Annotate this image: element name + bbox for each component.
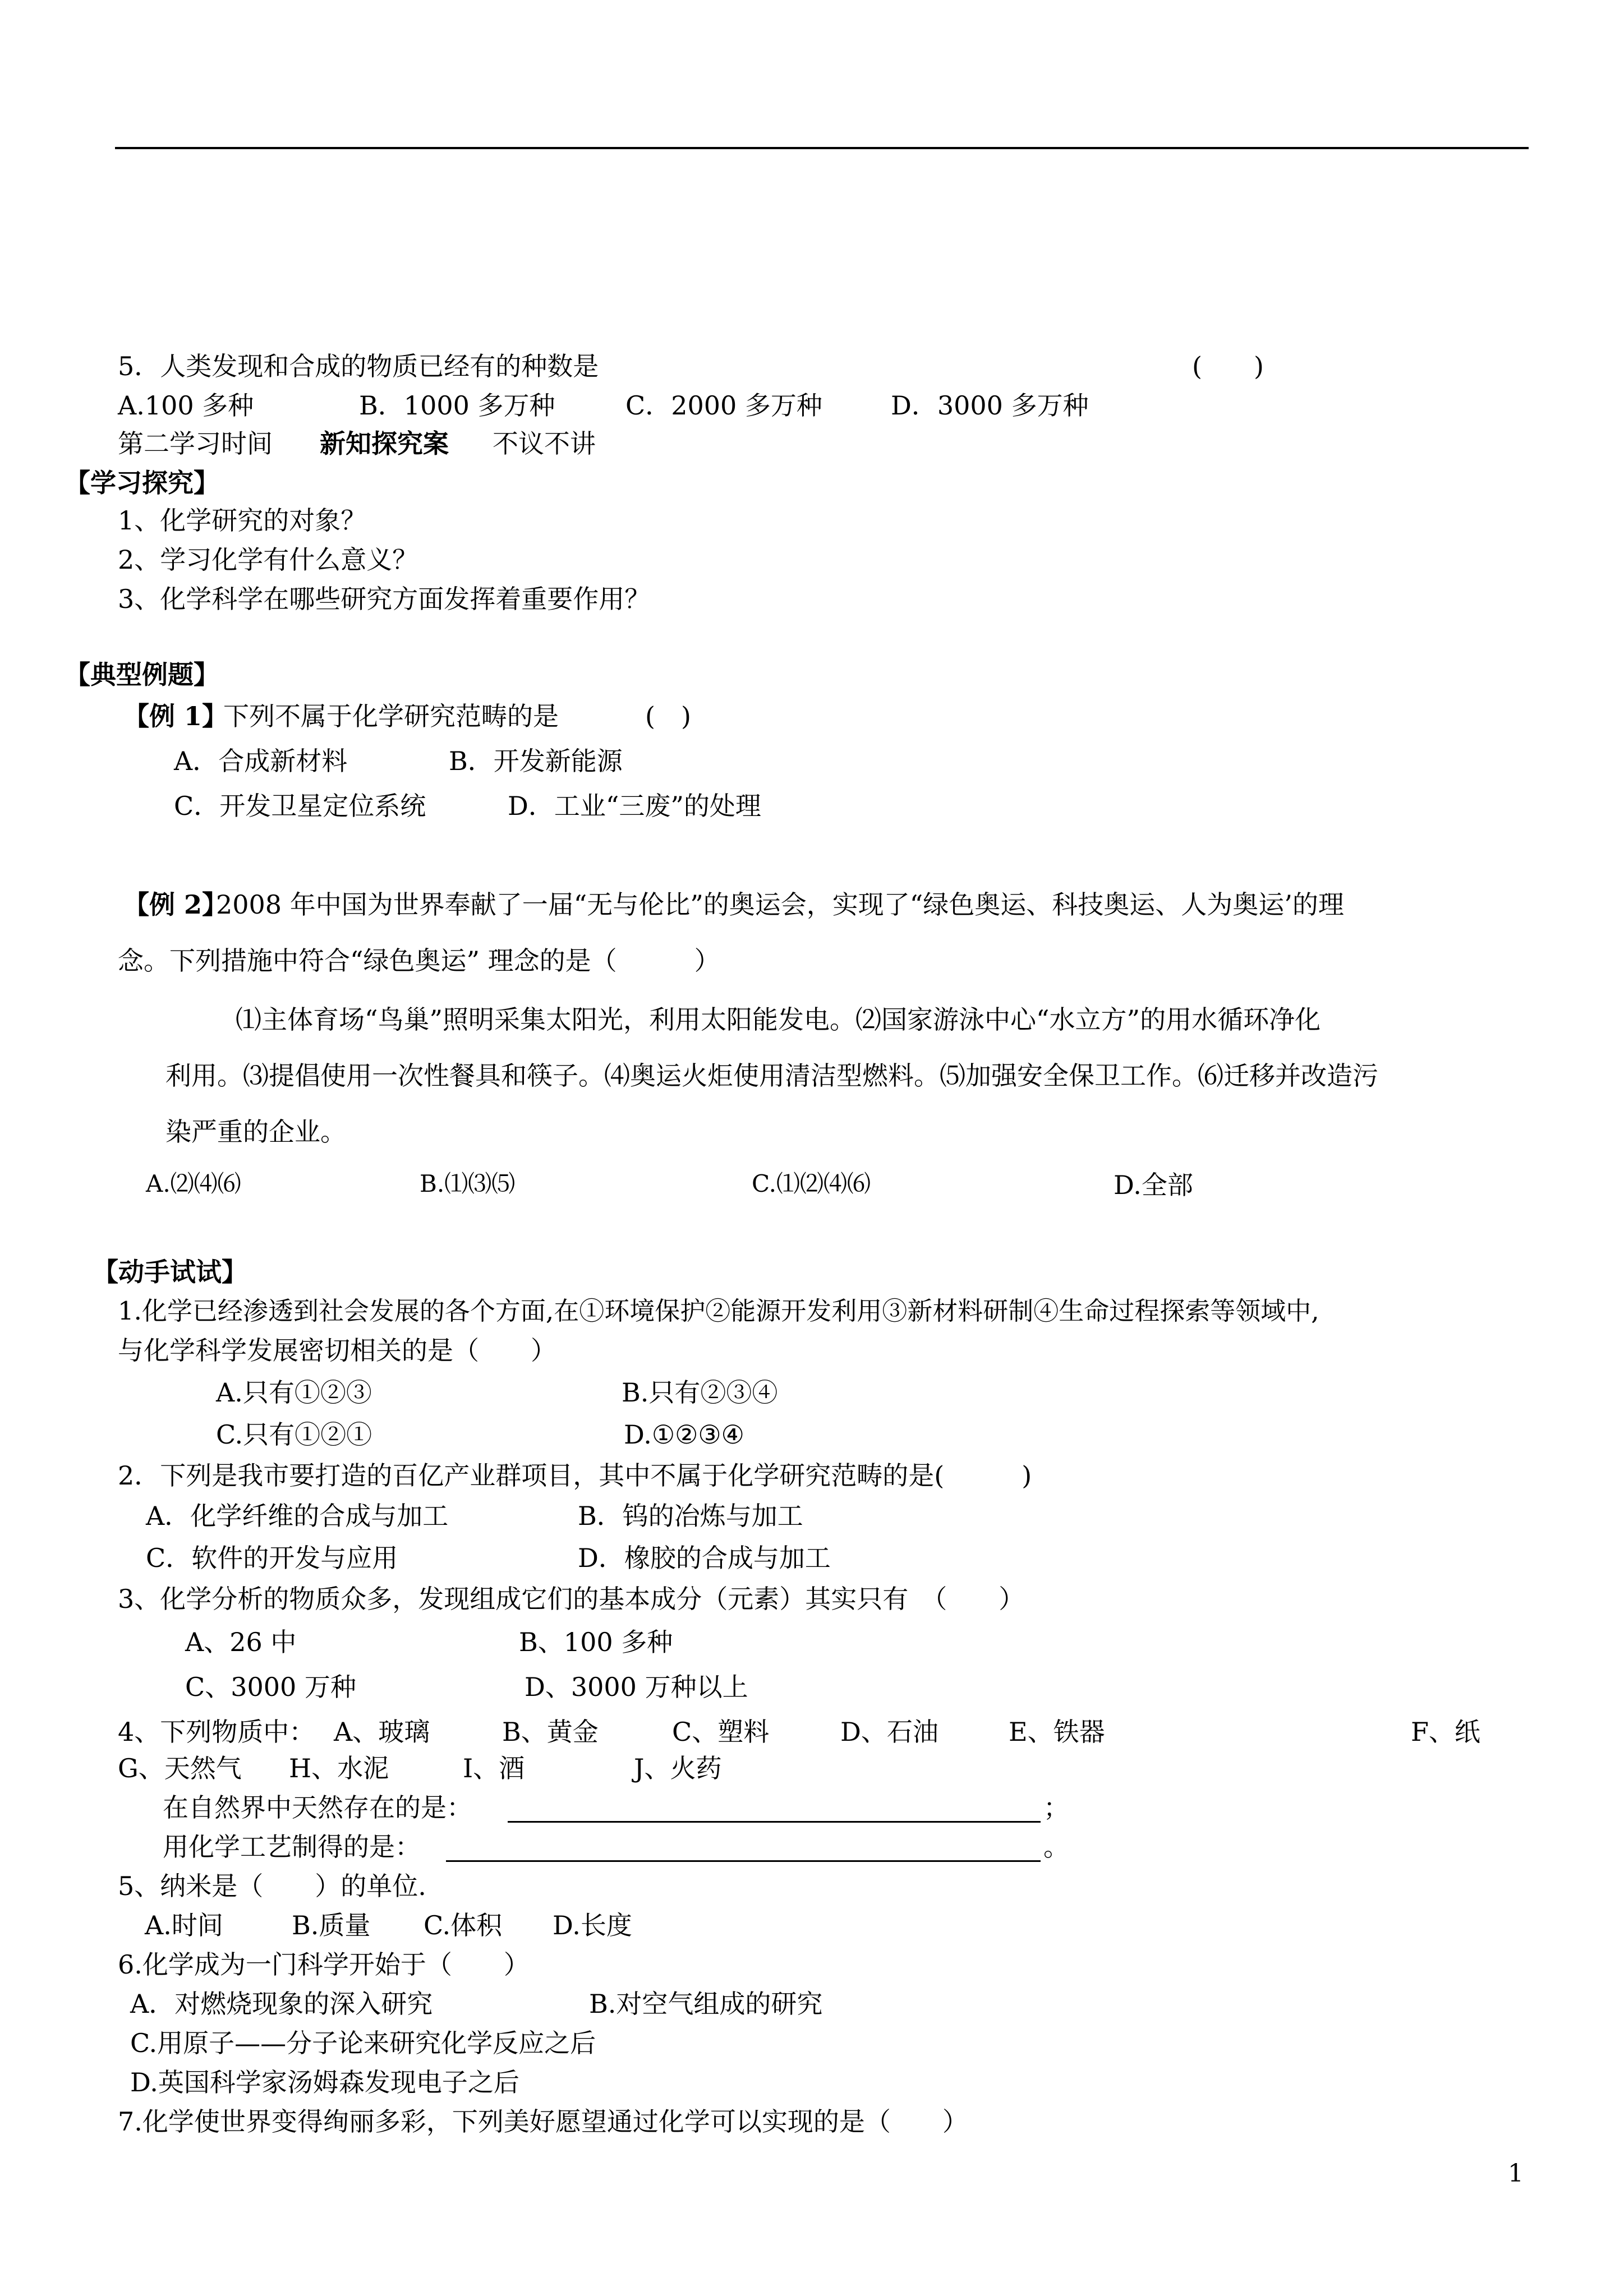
inquiry-item-3: 3、化学科学在哪些研究方面发挥着重要作用？ [118, 584, 651, 614]
example1-option-c: C．开发卫星定位系统 [174, 791, 426, 821]
examples-heading: 【典型例题】 [65, 660, 219, 690]
practice-q3-option-b: B、100 多种 [519, 1627, 673, 1657]
practice-q4-blank-1-label: 在自然界中天然存在的是： [163, 1792, 472, 1823]
example2-body-3: 染严重的企业。 [165, 1117, 346, 1147]
example2-label: 【例 2】 [123, 889, 228, 920]
practice-q1-option-d: D.①②③④ [624, 1419, 744, 1450]
practice-q6-option-b: B.对空气组成的研究 [589, 1989, 823, 2019]
practice-q6-text: 6.化学成为一门科学开始于（ ） [118, 1949, 530, 1980]
example2-body-1: ⑴主体育场“鸟巢”照明采集太阳光，利用太阳能发电。⑵国家游泳中心“水立方”的用水循环净化 [236, 1004, 1321, 1035]
example2-option-a: A.⑵⑷⑹ [146, 1170, 241, 1197]
practice-q3-option-c: C、3000 万种 [185, 1672, 356, 1702]
example1-text: 下列不属于化学研究范畴的是 [223, 701, 559, 731]
example2-line-1: 2008 年中国为世界奉献了一届“无与伦比”的奥运会，实现了“绿色奥运、科技奥运、人为奥运’的理 [216, 889, 1344, 920]
example2-option-c: C.⑴⑵⑷⑹ [752, 1170, 871, 1197]
example2-line-2: 念。下列措施中符合“绿色奥运” 理念的是（ ） [118, 946, 720, 976]
practice-q1-line-1: 1.化学已经渗透到社会发展的各个方面,在①环境保护②能源开发利用③新材料研制④生命过程探索等领域中, [118, 1296, 1319, 1326]
practice-q4-item-a: A、玻璃 [334, 1717, 430, 1747]
natural-substances-answer-blank[interactable] [508, 1799, 1041, 1823]
practice-q2-option-a: A．化学纤维的合成与加工 [146, 1501, 449, 1531]
practice-q5-option-c: C.体积 [424, 1910, 503, 1940]
practice-q4-prefix: 4、下列物质中： [118, 1717, 315, 1747]
practice-q4-item-h: H、水泥 [289, 1753, 389, 1783]
practice-q3-option-a: A、26 中 [185, 1627, 297, 1657]
practice-q2-text: 2．下列是我市要打造的百亿产业群项目，其中不属于化学研究范畴的是( ) [118, 1460, 1032, 1491]
practice-q3-text: 3、化学分析的物质众多，发现组成它们的基本成分（元素）其实只有 （ ） [118, 1584, 1025, 1614]
practice-q4-blank-2-label: 用化学工艺制得的是： [163, 1832, 421, 1862]
example1-option-a: A．合成新材料 [174, 746, 348, 776]
inquiry-item-2: 2、学习化学有什么意义？ [118, 545, 418, 575]
inquiry-heading: 【学习探究】 [65, 468, 219, 498]
practice-q4-item-b: B、黄金 [502, 1717, 599, 1747]
practice-q4-item-e: E、铁器 [1009, 1717, 1105, 1747]
example1-option-b: B．开发新能源 [449, 746, 623, 776]
practice-q4-item-g: G、天然气 [118, 1753, 242, 1783]
practice-q1-option-a: A.只有①②③ [216, 1377, 372, 1408]
preview-q5-option-a: A.100 多种 [118, 390, 254, 421]
practice-q1-line-2: 与化学科学发展密切相关的是（ ） [118, 1335, 556, 1366]
example1-label: 【例 1】 [123, 701, 228, 731]
session2-title: 新知探究案 [320, 428, 449, 459]
practice-q4-item-j: J、火药 [634, 1753, 722, 1783]
practice-q4-blank-2-end: 。 [1043, 1832, 1069, 1862]
practice-q5-option-d: D.长度 [553, 1910, 632, 1940]
practice-heading: 【动手试试】 [93, 1257, 247, 1287]
preview-q5-option-d: D．3000 多万种 [891, 390, 1089, 421]
preview-q5-text: 5．人类发现和合成的物质已经有的种数是 [118, 351, 599, 381]
practice-q5-text: 5、纳米是（ ）的单位. [118, 1871, 426, 1901]
practice-q2-option-b: B．钨的冶炼与加工 [578, 1501, 803, 1531]
practice-q4-item-f: F、纸 [1411, 1717, 1480, 1747]
example2-option-d: D.全部 [1114, 1170, 1193, 1200]
example1-paren: ( ) [645, 701, 691, 731]
page-number: 1 [1508, 2159, 1524, 2188]
practice-q4-item-d: D、石油 [840, 1717, 938, 1747]
practice-q6-option-d: D.英国科学家汤姆森发现电子之后 [130, 2067, 519, 2097]
preview-q5-option-c: C．2000 多万种 [625, 390, 822, 421]
example2-option-b: B.⑴⑶⑸ [420, 1170, 516, 1197]
practice-q7-text: 7.化学使世界变得绚丽多彩，下列美好愿望通过化学可以实现的是（ ） [118, 2106, 968, 2137]
inquiry-item-1: 1、化学研究的对象？ [118, 505, 367, 536]
practice-q5-option-b: B.质量 [292, 1910, 371, 1940]
practice-q1-option-c: C.只有①②① [216, 1419, 372, 1450]
session2-prefix: 第二学习时间 [118, 428, 273, 459]
example1-option-d: D．工业“三废”的处理 [508, 791, 761, 821]
practice-q2-option-d: D．橡胶的合成与加工 [578, 1543, 831, 1573]
practice-q4-item-c: C、塑料 [672, 1717, 770, 1747]
header-rule [115, 147, 1529, 149]
practice-q5-option-a: A.时间 [145, 1910, 223, 1940]
preview-q5-paren: ( ) [1192, 351, 1264, 381]
example2-body-2: 利用。⑶提倡使用一次性餐具和筷子。⑷奥运火炬使用清洁型燃料。⑸加强安全保卫工作。⑹迁移并改造污 [165, 1061, 1378, 1091]
session2-suffix: 不议不讲 [493, 428, 596, 459]
practice-q6-option-a: A．对燃烧现象的深入研究 [130, 1989, 433, 2019]
preview-q5-option-b: B．1000 多万种 [359, 390, 555, 421]
practice-q4-blank-1-end: ； [1043, 1792, 1069, 1823]
practice-q3-option-d: D、3000 万种以上 [525, 1672, 748, 1702]
practice-q1-option-b: B.只有②③④ [622, 1377, 778, 1408]
practice-q4-item-i: I、酒 [463, 1753, 525, 1783]
practice-q6-option-c: C.用原子——分子论来研究化学反应之后 [130, 2028, 596, 2058]
practice-q2-option-c: C．软件的开发与应用 [146, 1543, 398, 1573]
chemical-products-answer-blank[interactable] [446, 1838, 1041, 1862]
